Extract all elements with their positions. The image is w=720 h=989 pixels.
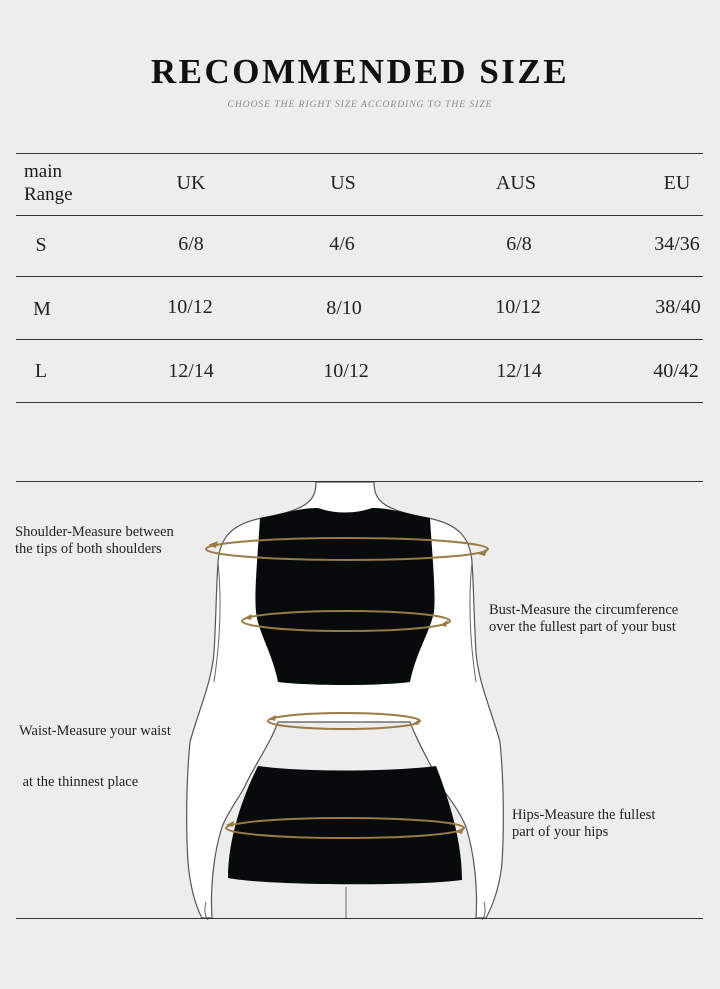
size-cell: 34/36 [654,233,700,255]
size-label: S [35,234,47,256]
table-divider [16,276,703,277]
column-header-aus: AUS [495,172,536,194]
bust-label [489,602,678,636]
column-header-eu: EU [663,172,691,194]
figure-bottom-divider [16,918,703,919]
shoulder-label-line1: Shoulder-Measure between [15,524,174,540]
page-title: RECOMMENDED SIZE [150,52,570,91]
shoulder-label [15,524,174,558]
waist-label-line1: Waist-Measure your waist [19,723,171,739]
size-cell: 8/10 [326,297,362,319]
size-cell: 38/40 [655,296,701,318]
hips-label [512,807,655,841]
size-cell: 40/42 [653,360,699,382]
crop-top [255,508,434,685]
table-divider [16,339,703,340]
shoulder-label-line2: the tips of both shoulders [15,541,162,557]
size-cell: 4/6 [329,233,355,255]
header-range-label: Range [24,184,73,205]
size-cell: 12/14 [496,360,542,382]
size-label: M [33,298,51,320]
header-main-range [24,160,73,206]
table-divider [16,215,703,216]
table-divider [16,153,703,154]
table-divider [16,402,703,403]
size-cell: 12/14 [168,360,214,382]
waist-label [19,689,171,808]
size-cell: 6/8 [506,233,532,255]
header-main-label: main [24,161,62,182]
size-cell: 6/8 [178,233,204,255]
size-cell: 10/12 [167,296,213,318]
hips-label-line1: Hips-Measure the fullest [512,807,656,823]
waist-label-line2: at the thinnest place [19,774,139,790]
size-cell: 10/12 [495,296,541,318]
hips-label-line2: part of your hips [512,824,609,840]
column-header-us: US [330,172,356,194]
size-cell: 10/12 [323,360,369,382]
bust-label-line2: over the fullest part of your bust [489,619,676,635]
bust-label-line1: Bust-Measure the circumference [489,602,679,618]
shorts [228,766,462,884]
column-header-uk: UK [176,172,206,194]
page-subtitle: CHOOSE THE RIGHT SIZE ACCORDING TO THE SIZE [227,100,493,110]
size-label: L [34,360,48,382]
